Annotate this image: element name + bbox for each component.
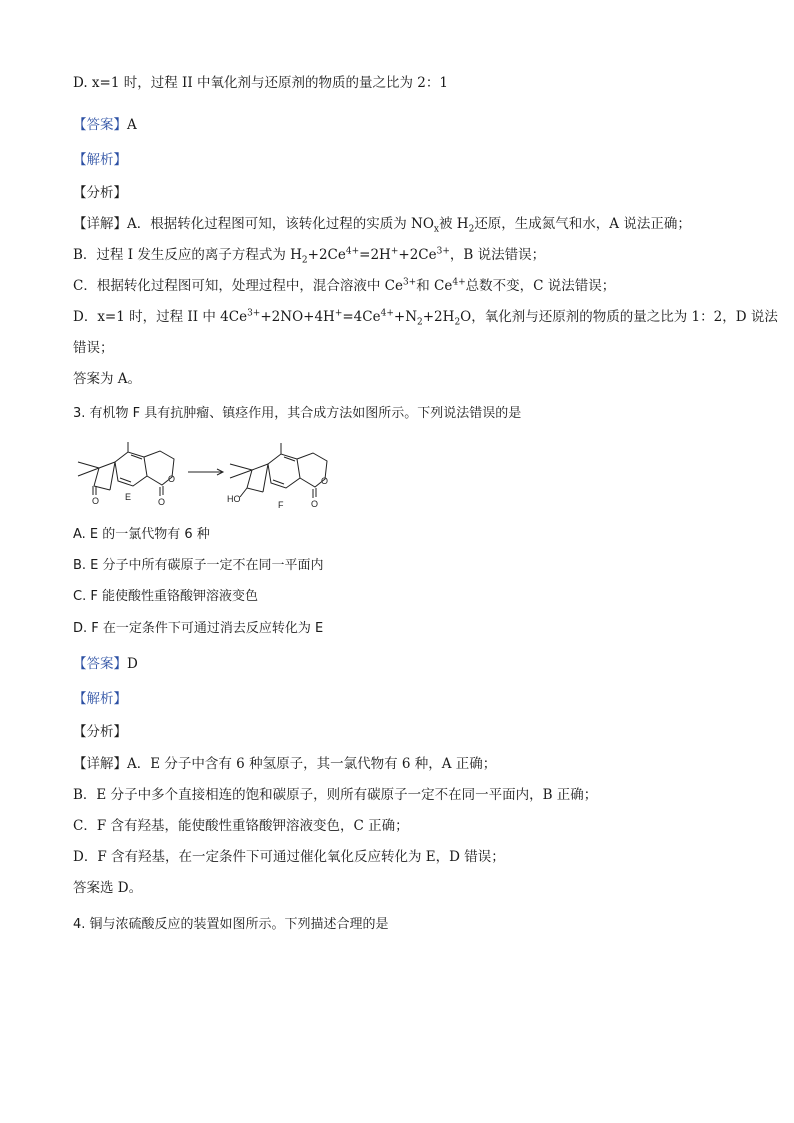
q2-jiexi-label: 【解析】: [73, 152, 127, 168]
answer-label: 【答案】: [73, 117, 127, 133]
q3-jiexi-label: 【解析】: [73, 691, 127, 707]
label-o-ring-e: O: [168, 474, 176, 484]
q3-option-a: A. E 的一氯代物有 6 种: [73, 527, 210, 542]
q3-answer: [73, 655, 138, 673]
q3-conclusion: 答案选 D。: [73, 880, 143, 896]
reaction-scheme-figure: [70, 440, 370, 522]
q3-stem: 3. 有机物 F 具有抗肿瘤、镇痉作用，其合成方法如图所示。下列说法错误的是: [73, 406, 522, 421]
q2-detail-d-cont: 错误；: [73, 340, 114, 356]
label-o-ketone: O: [92, 496, 100, 506]
label-o-ring-f: O: [321, 476, 329, 486]
q3-detail-a: 【详解】A．E 分子中含有 6 种氢原子，其一氯代物有 6 种，A 正确；: [73, 756, 497, 772]
q3-detail-c: C．F 含有羟基，能使酸性重铬酸钾溶液变色，C 正确；: [73, 818, 409, 834]
q2-detail-c: C．根据转化过程图可知，处理过程中，混合溶液中 $Ce^{3+}$和 $Ce^{4+}$总数不变，C 说法错误；: [73, 277, 616, 294]
label-o-carbonyl-f: O: [311, 499, 319, 509]
q2-detail-d: D．x=1 时，过程 II 中 $4Ce^{3+}+2NO+4H^+=4Ce^{4+}+N_2+2H_2O$，氧化剂与还原剂的物质的量之比为 1：2，D 说法: [73, 308, 778, 328]
answer-value: D: [127, 656, 138, 672]
label-o-carbonyl-e: O: [158, 497, 166, 507]
q3-option-d: D. F 在一定条件下可通过消去反应转化为 E: [73, 621, 324, 636]
q3-detail-b: B．E 分子中多个直接相连的饱和碳原子，则所有碳原子一定不在同一平面内，B 正确；: [73, 787, 598, 803]
e-ring-bond: [78, 462, 99, 486]
label-e: E: [125, 492, 132, 502]
q2-detail-a: 【详解】A．根据转化过程图可知，该转化过程的实质为 $NO_x$被 $H_2$还原，生成氮气和水，A 说法正确；: [73, 216, 691, 235]
q2-option-d: D. x=1 时，过程 II 中氧化剂与还原剂的物质的量之比为 2：1: [73, 75, 448, 91]
q2-fenxi-label: 【分析】: [73, 185, 127, 201]
q4-stem: 4. 铜与浓硫酸反应的装置如图所示。下列描述合理的是: [73, 917, 389, 932]
q3-option-b: B. E 分子中所有碳原子一定不在同一平面内: [73, 558, 324, 573]
q3-option-c: C. F 能使酸性重铬酸钾溶液变色: [73, 589, 258, 604]
label-ho: HO: [227, 494, 241, 504]
q3-fenxi-label: 【分析】: [73, 724, 127, 740]
answer-label: 【答案】: [73, 656, 127, 672]
q3-detail-d: D．F 含有羟基，在一定条件下可通过催化氧化反应转化为 E，D 错误；: [73, 849, 505, 865]
label-f: F: [278, 500, 284, 510]
answer-value: A: [127, 117, 137, 133]
q2-answer: [73, 116, 137, 134]
q2-detail-b: B．过程 I 发生反应的离子方程式为 $H_2+2Ce^{4+}=2H^++2Ce^{3+}$，B 说法错误；: [73, 246, 546, 266]
q2-conclusion: 答案为 A。: [73, 371, 142, 387]
